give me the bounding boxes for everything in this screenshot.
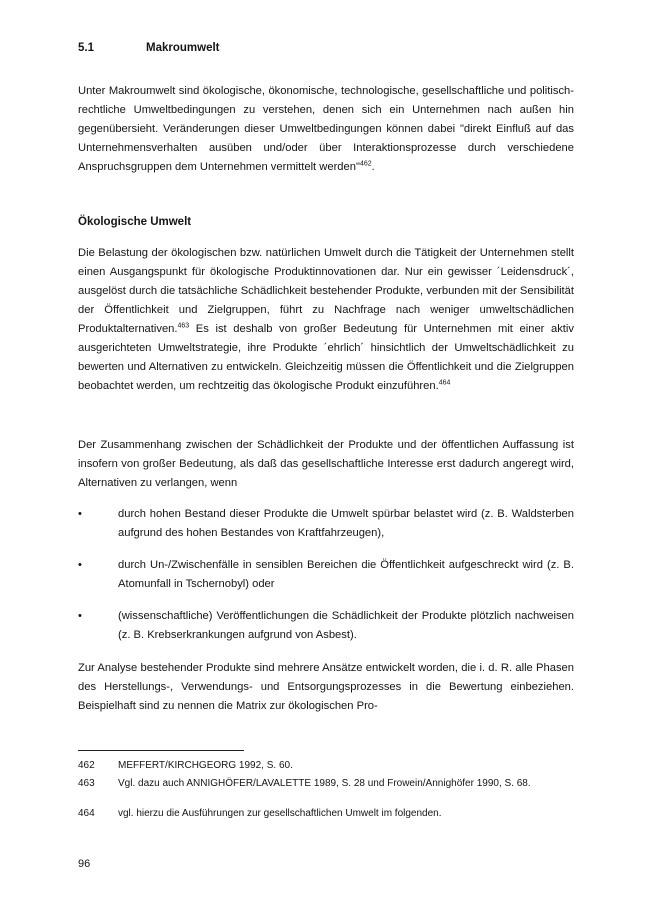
footnote-463 bbox=[78, 777, 574, 790]
bullet-mark: • bbox=[78, 559, 82, 571]
paragraph-analyse: Zur Analyse bestehender Produkte sind mehrere Ansätze entwickelt worden, die i. d. R. alle Phasen des Herstellungs-, Verwendungs- und Entsorgungsprozesses in die Bewertung einbeziehen. Beispielhaft sind zu nennen die Matrix zur ökologischen Pro- bbox=[78, 662, 574, 712]
bullet-mark: • bbox=[78, 610, 82, 622]
footnote-number: 463 bbox=[78, 778, 95, 789]
bullet-item bbox=[78, 607, 574, 645]
footnote-464 bbox=[78, 807, 574, 820]
section-heading bbox=[78, 42, 220, 54]
footnote-number: 464 bbox=[78, 808, 95, 819]
footnote-text: MEFFERT/KIRCHGEORG 1992, S. 60. bbox=[118, 760, 293, 771]
subheading-oekologische-umwelt: Ökologische Umwelt bbox=[78, 216, 192, 228]
paragraph-oekologische-umwelt: Die Belastung der ökologischen bzw. natürlichen Umwelt durch die Tätigkeit der Unternehmen stellt einen Ausgangspunkt für ökologische Produktinnovationen dar. Nur ein gewisser ´Leidensdruck´, ausgelöst durch die tatsächliche Schädlichkeit bestehender Produkte, verbunden mit der Sensibilität der Öffentlichkeit und Zielgruppen, führt zu Nachfrage nach weniger umweltschädlichen Produktalternativen.$^{463}$ Es ist deshalb von großer Bedeutung für Unternehmen mit einer aktiv ausgerichteten Umweltstrategie, ihre Produkte ´ehrlich´ hinsichtlich der Umweltschädlichkeit zu bewerten und Alternativen zu entwickeln. Gleichzeitig müssen die Öffentlichkeit und die Zielgruppen beobachtet werden, um rechtzeitig das ökologische Produkt einzuführen.$^{464}$ bbox=[78, 247, 574, 392]
footnote-number: 462 bbox=[78, 760, 95, 771]
bullet-text: durch Un-/Zwischenfälle in sensiblen Bereichen die Öffentlichkeit aufgeschreckt wird (z. B. Atomunfall in Tschernobyl) oder bbox=[118, 559, 574, 590]
bullet-text: (wissenschaftliche) Veröffentlichungen die Schädlichkeit der Produkte plötzlich nachweisen (z. B. Krebserkrankungen aufgrund von Asbest). bbox=[118, 610, 574, 641]
bullet-mark: • bbox=[78, 508, 82, 520]
intro-paragraph: Unter Makroumwelt sind ökologische, ökonomische, technologische, gesellschaftliche und politisch-rechtliche Umweltbedingungen zu verstehen, denen sich ein Unternehmen nach außen hin gegenübersieht. Veränderungen dieser Umweltbedingungen können dabei "direkt Einfluß auf das Unternehmensverhalten ausüben und/oder über Interaktionsprozesse durch verschiedene Anspruchsgruppen dem Unternehmen vermittelt werden"$^{462}$. bbox=[78, 85, 574, 173]
section-title: Makroumwelt bbox=[146, 42, 220, 54]
footnote-ref-464: 464 bbox=[438, 379, 451, 387]
bullet-text: durch hohen Bestand dieser Produkte die Umwelt spürbar belastet wird (z. B. Waldsterben aufgrund des hohen Bestandes von Kraftfahrzeugen), bbox=[118, 508, 574, 539]
footnote-text: vgl. hierzu die Ausführungen zur gesellschaftlichen Umwelt im folgenden. bbox=[118, 808, 442, 819]
footnote-ref-463: 463 bbox=[177, 322, 190, 330]
footnote-ref-462: 462 bbox=[359, 160, 372, 168]
footnote-divider bbox=[78, 750, 244, 751]
bullet-item bbox=[78, 556, 574, 594]
footnote-462 bbox=[78, 759, 574, 772]
page-number: 96 bbox=[78, 858, 91, 870]
footnote-text: Vgl. dazu auch ANNIGHÖFER/LAVALETTE 1989, S. 28 und Frowein/Annighöfer 1990, S. 68. bbox=[118, 778, 531, 789]
section-number: 5.1 bbox=[78, 42, 94, 54]
paragraph-zusammenhang: Der Zusammenhang zwischen der Schädlichkeit der Produkte und der öffentlichen Auffassung ist insofern von großer Bedeutung, als daß das gesellschaftliche Interesse erst dadurch angeregt wird, Alternativen zu verlangen, wenn bbox=[78, 439, 574, 489]
bullet-item bbox=[78, 505, 574, 543]
